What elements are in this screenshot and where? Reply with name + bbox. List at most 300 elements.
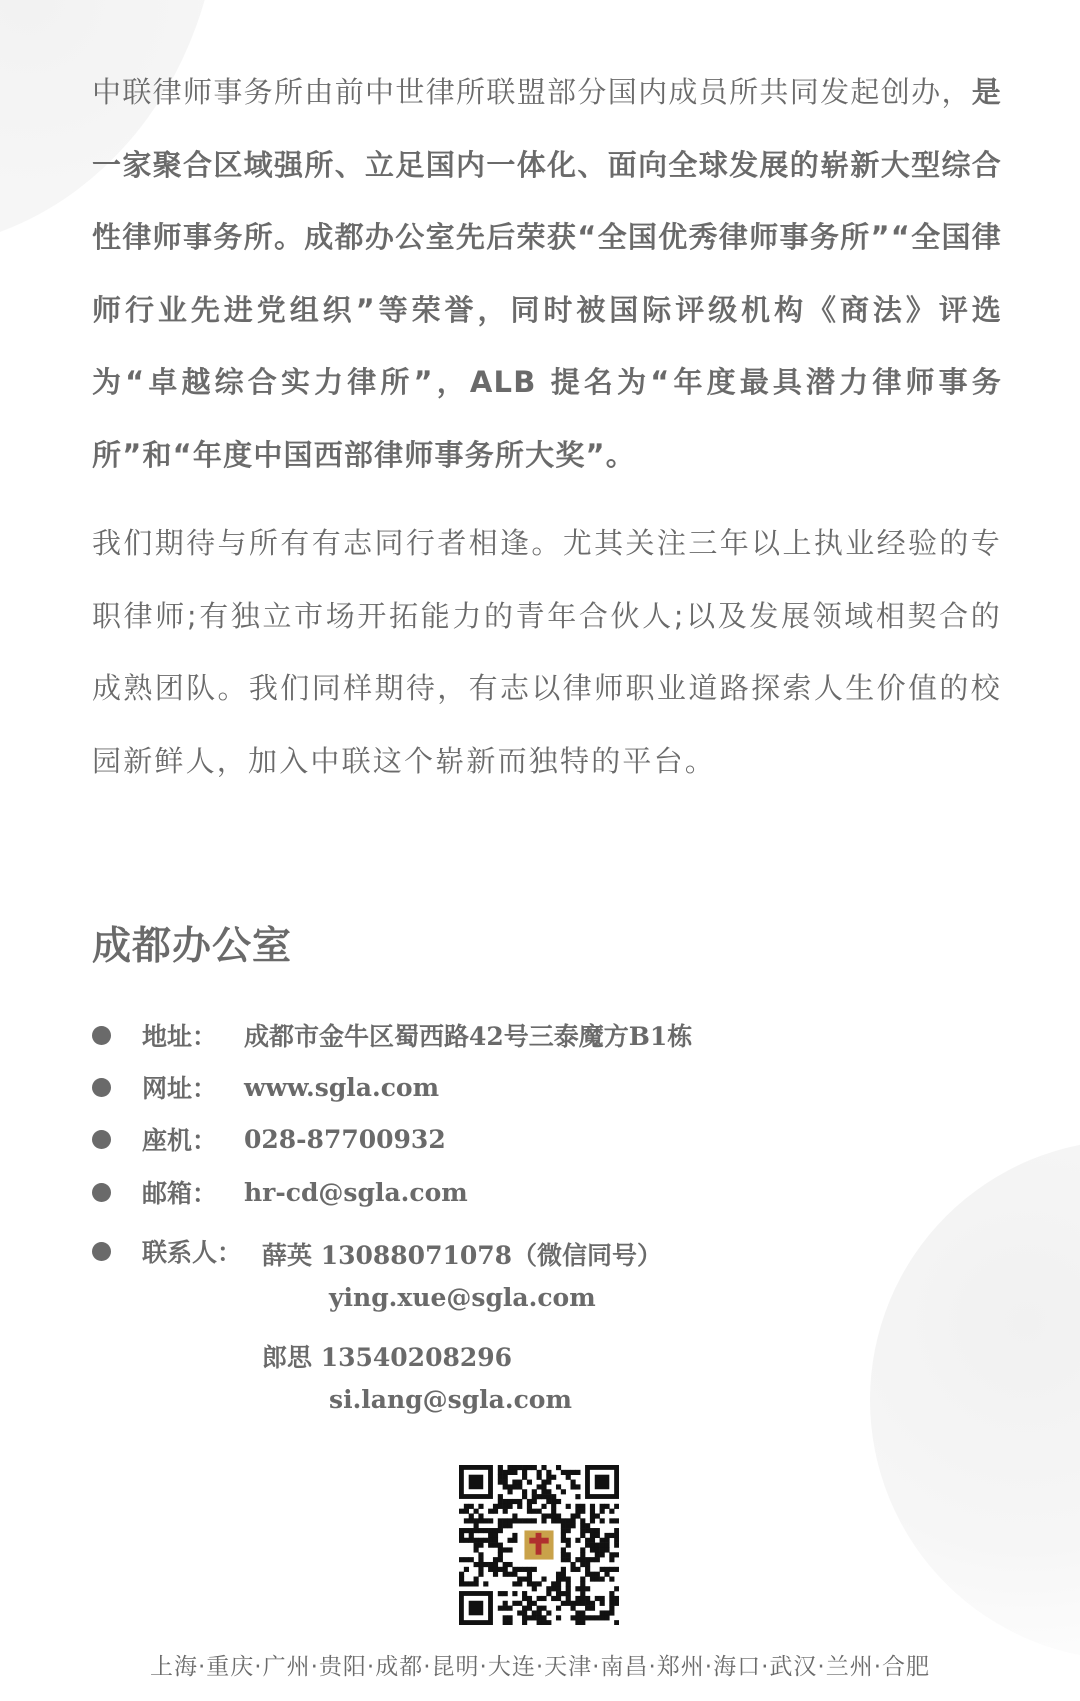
qr-module — [614, 1586, 619, 1591]
qr-module — [551, 1586, 556, 1591]
qr-module — [488, 1509, 493, 1514]
qr-module — [575, 1567, 580, 1572]
qr-module — [512, 1591, 517, 1596]
qr-module — [561, 1547, 566, 1552]
qr-module — [575, 1610, 580, 1615]
recruit-paragraph: 我们期待与所有有志同行者相逢。尤其关注三年以上执业经验的专职律师;有独立市场开拓能力的青年合伙人;以及发展领域相契合的成熟团队。我们同样期待，有志以律师职业道路探索人生价值的校园新鲜人，加入中联这个崭新而独特的平台。 — [92, 526, 1002, 778]
qr-module — [571, 1567, 576, 1572]
qr-module — [493, 1538, 498, 1543]
qr-module — [478, 1543, 483, 1548]
qr-module — [537, 1620, 542, 1625]
qr-module — [585, 1615, 590, 1620]
qr-module — [541, 1465, 546, 1470]
qr-module — [561, 1470, 566, 1475]
qr-module — [551, 1475, 556, 1480]
qr-module — [609, 1518, 614, 1523]
qr-module — [537, 1610, 542, 1615]
qr-module — [537, 1509, 542, 1514]
qr-module — [512, 1480, 517, 1485]
qr-finder-inner — [469, 1475, 484, 1490]
qr-module — [522, 1610, 527, 1615]
qr-module — [590, 1518, 595, 1523]
qr-module — [604, 1543, 609, 1548]
qr-module — [517, 1480, 522, 1485]
qr-module — [541, 1518, 546, 1523]
qr-module — [590, 1538, 595, 1543]
qr-module — [580, 1509, 585, 1514]
qr-module — [503, 1606, 508, 1611]
bullet-icon — [92, 1026, 111, 1045]
qr-module — [541, 1606, 546, 1611]
qr-module — [600, 1509, 605, 1514]
qr-module — [561, 1552, 566, 1557]
qr-module — [541, 1513, 546, 1518]
qr-module — [507, 1465, 512, 1470]
qr-module — [580, 1596, 585, 1601]
qr-module — [532, 1610, 537, 1615]
qr-module — [527, 1509, 532, 1514]
qr-module — [512, 1572, 517, 1577]
qr-module — [469, 1504, 474, 1509]
qr-module — [546, 1586, 551, 1591]
decorative-circle-right — [870, 1140, 1080, 1660]
qr-module — [585, 1557, 590, 1562]
qr-module — [537, 1484, 542, 1489]
qr-module — [507, 1484, 512, 1489]
qr-module — [571, 1606, 576, 1611]
qr-module — [556, 1586, 561, 1591]
qr-module — [566, 1475, 571, 1480]
qr-module — [483, 1518, 488, 1523]
qr-code-graphic — [459, 1465, 619, 1625]
qr-module — [575, 1484, 580, 1489]
qr-module — [561, 1567, 566, 1572]
qr-module — [571, 1513, 576, 1518]
qr-module — [527, 1596, 532, 1601]
qr-module — [600, 1615, 605, 1620]
qr-module — [503, 1475, 508, 1480]
qr-module — [551, 1499, 556, 1504]
qr-module — [474, 1523, 479, 1528]
qr-module — [527, 1465, 532, 1470]
qr-module — [478, 1528, 483, 1533]
qr-module — [566, 1591, 571, 1596]
qr-module — [507, 1620, 512, 1625]
qr-module — [546, 1610, 551, 1615]
qr-module — [566, 1504, 571, 1509]
qr-module — [493, 1567, 498, 1572]
qr-module — [507, 1504, 512, 1509]
qr-module — [566, 1601, 571, 1606]
qr-module — [541, 1577, 546, 1582]
qr-module — [590, 1543, 595, 1548]
qr-module — [609, 1601, 614, 1606]
qr-module — [580, 1504, 585, 1509]
qr-module — [522, 1470, 527, 1475]
qr-module — [604, 1610, 609, 1615]
qr-module — [556, 1465, 561, 1470]
qr-module — [595, 1552, 600, 1557]
qr-module — [498, 1523, 503, 1528]
qr-module — [532, 1615, 537, 1620]
qr-module — [580, 1577, 585, 1582]
qr-module — [551, 1504, 556, 1509]
qr-module — [527, 1606, 532, 1611]
qr-module — [609, 1509, 614, 1514]
qr-module — [600, 1596, 605, 1601]
qr-module — [614, 1543, 619, 1548]
qr-module — [595, 1557, 600, 1562]
qr-module — [575, 1615, 580, 1620]
qr-module — [532, 1499, 537, 1504]
qr-module — [561, 1489, 566, 1494]
qr-module — [512, 1484, 517, 1489]
qr-module — [503, 1499, 508, 1504]
qr-module — [595, 1577, 600, 1582]
qr-module — [604, 1567, 609, 1572]
qr-module — [590, 1615, 595, 1620]
qr-module — [614, 1596, 619, 1601]
contact2-email[interactable]: si.lang@sgla.com — [329, 1385, 572, 1414]
qr-module — [580, 1533, 585, 1538]
qr-module — [546, 1494, 551, 1499]
qr-module — [575, 1557, 580, 1562]
qr-module — [551, 1596, 556, 1601]
qr-module — [517, 1567, 522, 1572]
qr-module — [503, 1504, 508, 1509]
qr-module — [527, 1518, 532, 1523]
qr-module — [522, 1596, 527, 1601]
website-link[interactable]: www.sgla.com — [244, 1072, 440, 1102]
qr-module — [561, 1538, 566, 1543]
qr-module — [503, 1509, 508, 1514]
qr-module — [474, 1543, 479, 1548]
qr-module — [571, 1523, 576, 1528]
qr-module — [580, 1615, 585, 1620]
qr-module — [507, 1538, 512, 1543]
qr-module — [522, 1567, 527, 1572]
qr-module — [541, 1494, 546, 1499]
qr-module — [600, 1610, 605, 1615]
qr-module — [556, 1577, 561, 1582]
qr-module — [483, 1581, 488, 1586]
contact1-name-phone: 薛英 13088071078（微信同号） — [262, 1241, 663, 1270]
contact1-email[interactable]: ying.xue@sgla.com — [329, 1283, 596, 1312]
qr-module — [507, 1606, 512, 1611]
qr-module — [566, 1518, 571, 1523]
qr-module — [532, 1567, 537, 1572]
qr-module — [595, 1572, 600, 1577]
qr-module — [600, 1601, 605, 1606]
qr-module — [464, 1557, 469, 1562]
intro-body-text: 是一家聚合区域强所、立足国内一体化、面向全球发展的崭新大型综合性律师事务所。成都办公室先后荣获“全国优秀律师事务所”“全国律师行业先进党组织”等荣誉，同时被国际评级机构《商法》评选为“卓越综合实力律所”，ALB 提名为“年度最具潜力律师事务所”和“年度中国西部律师事务所大奖”。 — [92, 75, 1002, 472]
qr-module — [459, 1528, 464, 1533]
qr-module — [512, 1567, 517, 1572]
qr-module — [464, 1538, 469, 1543]
contact-label: 联系人： — [142, 1238, 243, 1267]
qr-module — [459, 1538, 464, 1543]
qr-module — [580, 1518, 585, 1523]
qr-module — [590, 1606, 595, 1611]
qr-module — [527, 1601, 532, 1606]
qr-module — [512, 1513, 517, 1518]
qr-module — [474, 1577, 479, 1582]
qr-module — [498, 1591, 503, 1596]
qr-module — [498, 1606, 503, 1611]
qr-module — [474, 1547, 479, 1552]
qr-module — [566, 1581, 571, 1586]
qr-module — [585, 1538, 590, 1543]
qr-module — [498, 1480, 503, 1485]
qr-module — [488, 1538, 493, 1543]
qr-module — [556, 1572, 561, 1577]
qr-module — [469, 1557, 474, 1562]
qr-module — [585, 1586, 590, 1591]
qr-module — [498, 1552, 503, 1557]
qr-module — [600, 1577, 605, 1582]
qr-module — [512, 1470, 517, 1475]
qr-module — [498, 1504, 503, 1509]
qr-module — [464, 1581, 469, 1586]
qr-module — [604, 1547, 609, 1552]
bullet-icon — [92, 1078, 111, 1097]
qr-module — [478, 1504, 483, 1509]
qr-module — [590, 1509, 595, 1514]
qr-module — [585, 1601, 590, 1606]
qr-module — [507, 1470, 512, 1475]
qr-module — [517, 1484, 522, 1489]
qr-module — [464, 1504, 469, 1509]
qr-module — [474, 1538, 479, 1543]
qr-module — [522, 1465, 527, 1470]
qr-module — [498, 1494, 503, 1499]
qr-module — [537, 1475, 542, 1480]
phone-value: 028-87700932 — [244, 1124, 446, 1154]
qr-module — [522, 1606, 527, 1611]
qr-module — [503, 1567, 508, 1572]
qr-module — [503, 1591, 508, 1596]
qr-module — [527, 1567, 532, 1572]
contact2-name-phone: 郎思 13540208296 — [262, 1343, 513, 1372]
qr-module — [571, 1562, 576, 1567]
qr-module — [527, 1480, 532, 1485]
qr-module — [571, 1518, 576, 1523]
qr-module — [522, 1475, 527, 1480]
qr-module — [498, 1543, 503, 1548]
qr-module — [566, 1543, 571, 1548]
qr-module — [498, 1465, 503, 1470]
qr-module — [585, 1543, 590, 1548]
qr-module — [498, 1547, 503, 1552]
qr-module — [522, 1518, 527, 1523]
qr-module — [580, 1547, 585, 1552]
qr-module — [600, 1504, 605, 1509]
qr-module — [600, 1518, 605, 1523]
qr-module — [527, 1581, 532, 1586]
phone-label: 座机： — [142, 1126, 218, 1155]
qr-module — [464, 1518, 469, 1523]
qr-module — [580, 1528, 585, 1533]
qr-module — [551, 1518, 556, 1523]
qr-module — [517, 1610, 522, 1615]
qr-module — [493, 1528, 498, 1533]
qr-module — [493, 1557, 498, 1562]
qr-module — [478, 1562, 483, 1567]
qr-module — [503, 1470, 508, 1475]
qr-module — [595, 1615, 600, 1620]
qr-module — [483, 1528, 488, 1533]
qr-module — [600, 1552, 605, 1557]
qr-module — [517, 1465, 522, 1470]
qr-module — [498, 1475, 503, 1480]
qr-module — [580, 1552, 585, 1557]
qr-module — [459, 1509, 464, 1514]
qr-module — [507, 1499, 512, 1504]
qr-module — [600, 1538, 605, 1543]
qr-module — [503, 1484, 508, 1489]
intro-lead-text: 中联律师事务所由前中世律所联盟部分国内成员所共同发起创办， — [92, 75, 972, 109]
qr-module — [575, 1470, 580, 1475]
qr-module — [503, 1547, 508, 1552]
qr-module — [585, 1528, 590, 1533]
qr-module — [600, 1543, 605, 1548]
qr-module — [517, 1504, 522, 1509]
qr-module — [503, 1518, 508, 1523]
qr-module — [464, 1528, 469, 1533]
qr-module — [556, 1606, 561, 1611]
qr-module — [546, 1620, 551, 1625]
qr-module — [459, 1533, 464, 1538]
qr-module — [556, 1581, 561, 1586]
qr-module — [571, 1601, 576, 1606]
qr-module — [498, 1470, 503, 1475]
qr-module — [532, 1465, 537, 1470]
qr-module — [517, 1601, 522, 1606]
qr-module — [483, 1562, 488, 1567]
qr-module — [541, 1484, 546, 1489]
qr-module — [556, 1513, 561, 1518]
qr-module — [571, 1615, 576, 1620]
qr-module — [575, 1504, 580, 1509]
qr-module — [503, 1601, 508, 1606]
qr-module — [532, 1518, 537, 1523]
qr-module — [512, 1465, 517, 1470]
qr-module — [507, 1547, 512, 1552]
qr-module — [595, 1543, 600, 1548]
qr-module — [537, 1581, 542, 1586]
qr-module — [561, 1557, 566, 1562]
qr-module — [532, 1494, 537, 1499]
qr-module — [512, 1601, 517, 1606]
firm-logo-stroke — [536, 1533, 542, 1555]
qr-module — [507, 1562, 512, 1567]
qr-module — [614, 1567, 619, 1572]
qr-module — [585, 1606, 590, 1611]
qr-module — [590, 1601, 595, 1606]
qr-module — [537, 1596, 542, 1601]
qr-module — [522, 1489, 527, 1494]
qr-module — [527, 1577, 532, 1582]
qr-module — [614, 1552, 619, 1557]
qr-module — [546, 1475, 551, 1480]
qr-module — [493, 1504, 498, 1509]
qr-module — [469, 1528, 474, 1533]
qr-module — [527, 1499, 532, 1504]
qr-module — [498, 1528, 503, 1533]
qr-module — [503, 1615, 508, 1620]
email-link[interactable]: hr-cd@sgla.com — [244, 1177, 468, 1207]
qr-module — [507, 1615, 512, 1620]
address-value: 成都市金牛区蜀西路42号三泰魔方B1栋 — [244, 1022, 693, 1051]
qr-module — [556, 1615, 561, 1620]
qr-module — [493, 1509, 498, 1514]
qr-module — [546, 1480, 551, 1485]
qr-module — [474, 1581, 479, 1586]
qr-module — [537, 1494, 542, 1499]
qr-module — [488, 1533, 493, 1538]
qr-module — [561, 1577, 566, 1582]
qr-module — [478, 1552, 483, 1557]
qr-module — [561, 1533, 566, 1538]
qr-module — [493, 1543, 498, 1548]
qr-module — [551, 1581, 556, 1586]
qr-module — [532, 1489, 537, 1494]
qr-module — [512, 1581, 517, 1586]
qr-module — [537, 1615, 542, 1620]
qr-module — [483, 1538, 488, 1543]
qr-module — [493, 1572, 498, 1577]
qr-module — [575, 1509, 580, 1514]
qr-module — [580, 1562, 585, 1567]
qr-module — [469, 1581, 474, 1586]
qr-module — [566, 1552, 571, 1557]
qr-module — [546, 1470, 551, 1475]
qr-module — [551, 1494, 556, 1499]
qr-module — [580, 1581, 585, 1586]
qr-module — [469, 1513, 474, 1518]
qr-module — [498, 1499, 503, 1504]
intro-paragraph — [92, 56, 1002, 491]
qr-module — [474, 1562, 479, 1567]
qr-module — [614, 1533, 619, 1538]
qr-module — [478, 1538, 483, 1543]
qr-module — [585, 1523, 590, 1528]
qr-finder-inner — [469, 1601, 484, 1616]
qr-module — [541, 1615, 546, 1620]
qr-module — [585, 1567, 590, 1572]
qr-module — [580, 1620, 585, 1625]
qr-module — [478, 1572, 483, 1577]
qr-module — [541, 1620, 546, 1625]
qr-module — [609, 1533, 614, 1538]
qr-module — [575, 1494, 580, 1499]
qr-module — [566, 1528, 571, 1533]
qr-module — [507, 1489, 512, 1494]
qr-module — [474, 1509, 479, 1514]
qr-module — [585, 1562, 590, 1567]
qr-module — [575, 1586, 580, 1591]
qr-module — [507, 1518, 512, 1523]
qr-module — [595, 1596, 600, 1601]
qr-module — [566, 1557, 571, 1562]
qr-module — [556, 1484, 561, 1489]
qr-module — [580, 1523, 585, 1528]
qr-module — [493, 1533, 498, 1538]
qr-module — [590, 1557, 595, 1562]
qr-module — [522, 1577, 527, 1582]
qr-module — [566, 1538, 571, 1543]
qr-module — [585, 1572, 590, 1577]
